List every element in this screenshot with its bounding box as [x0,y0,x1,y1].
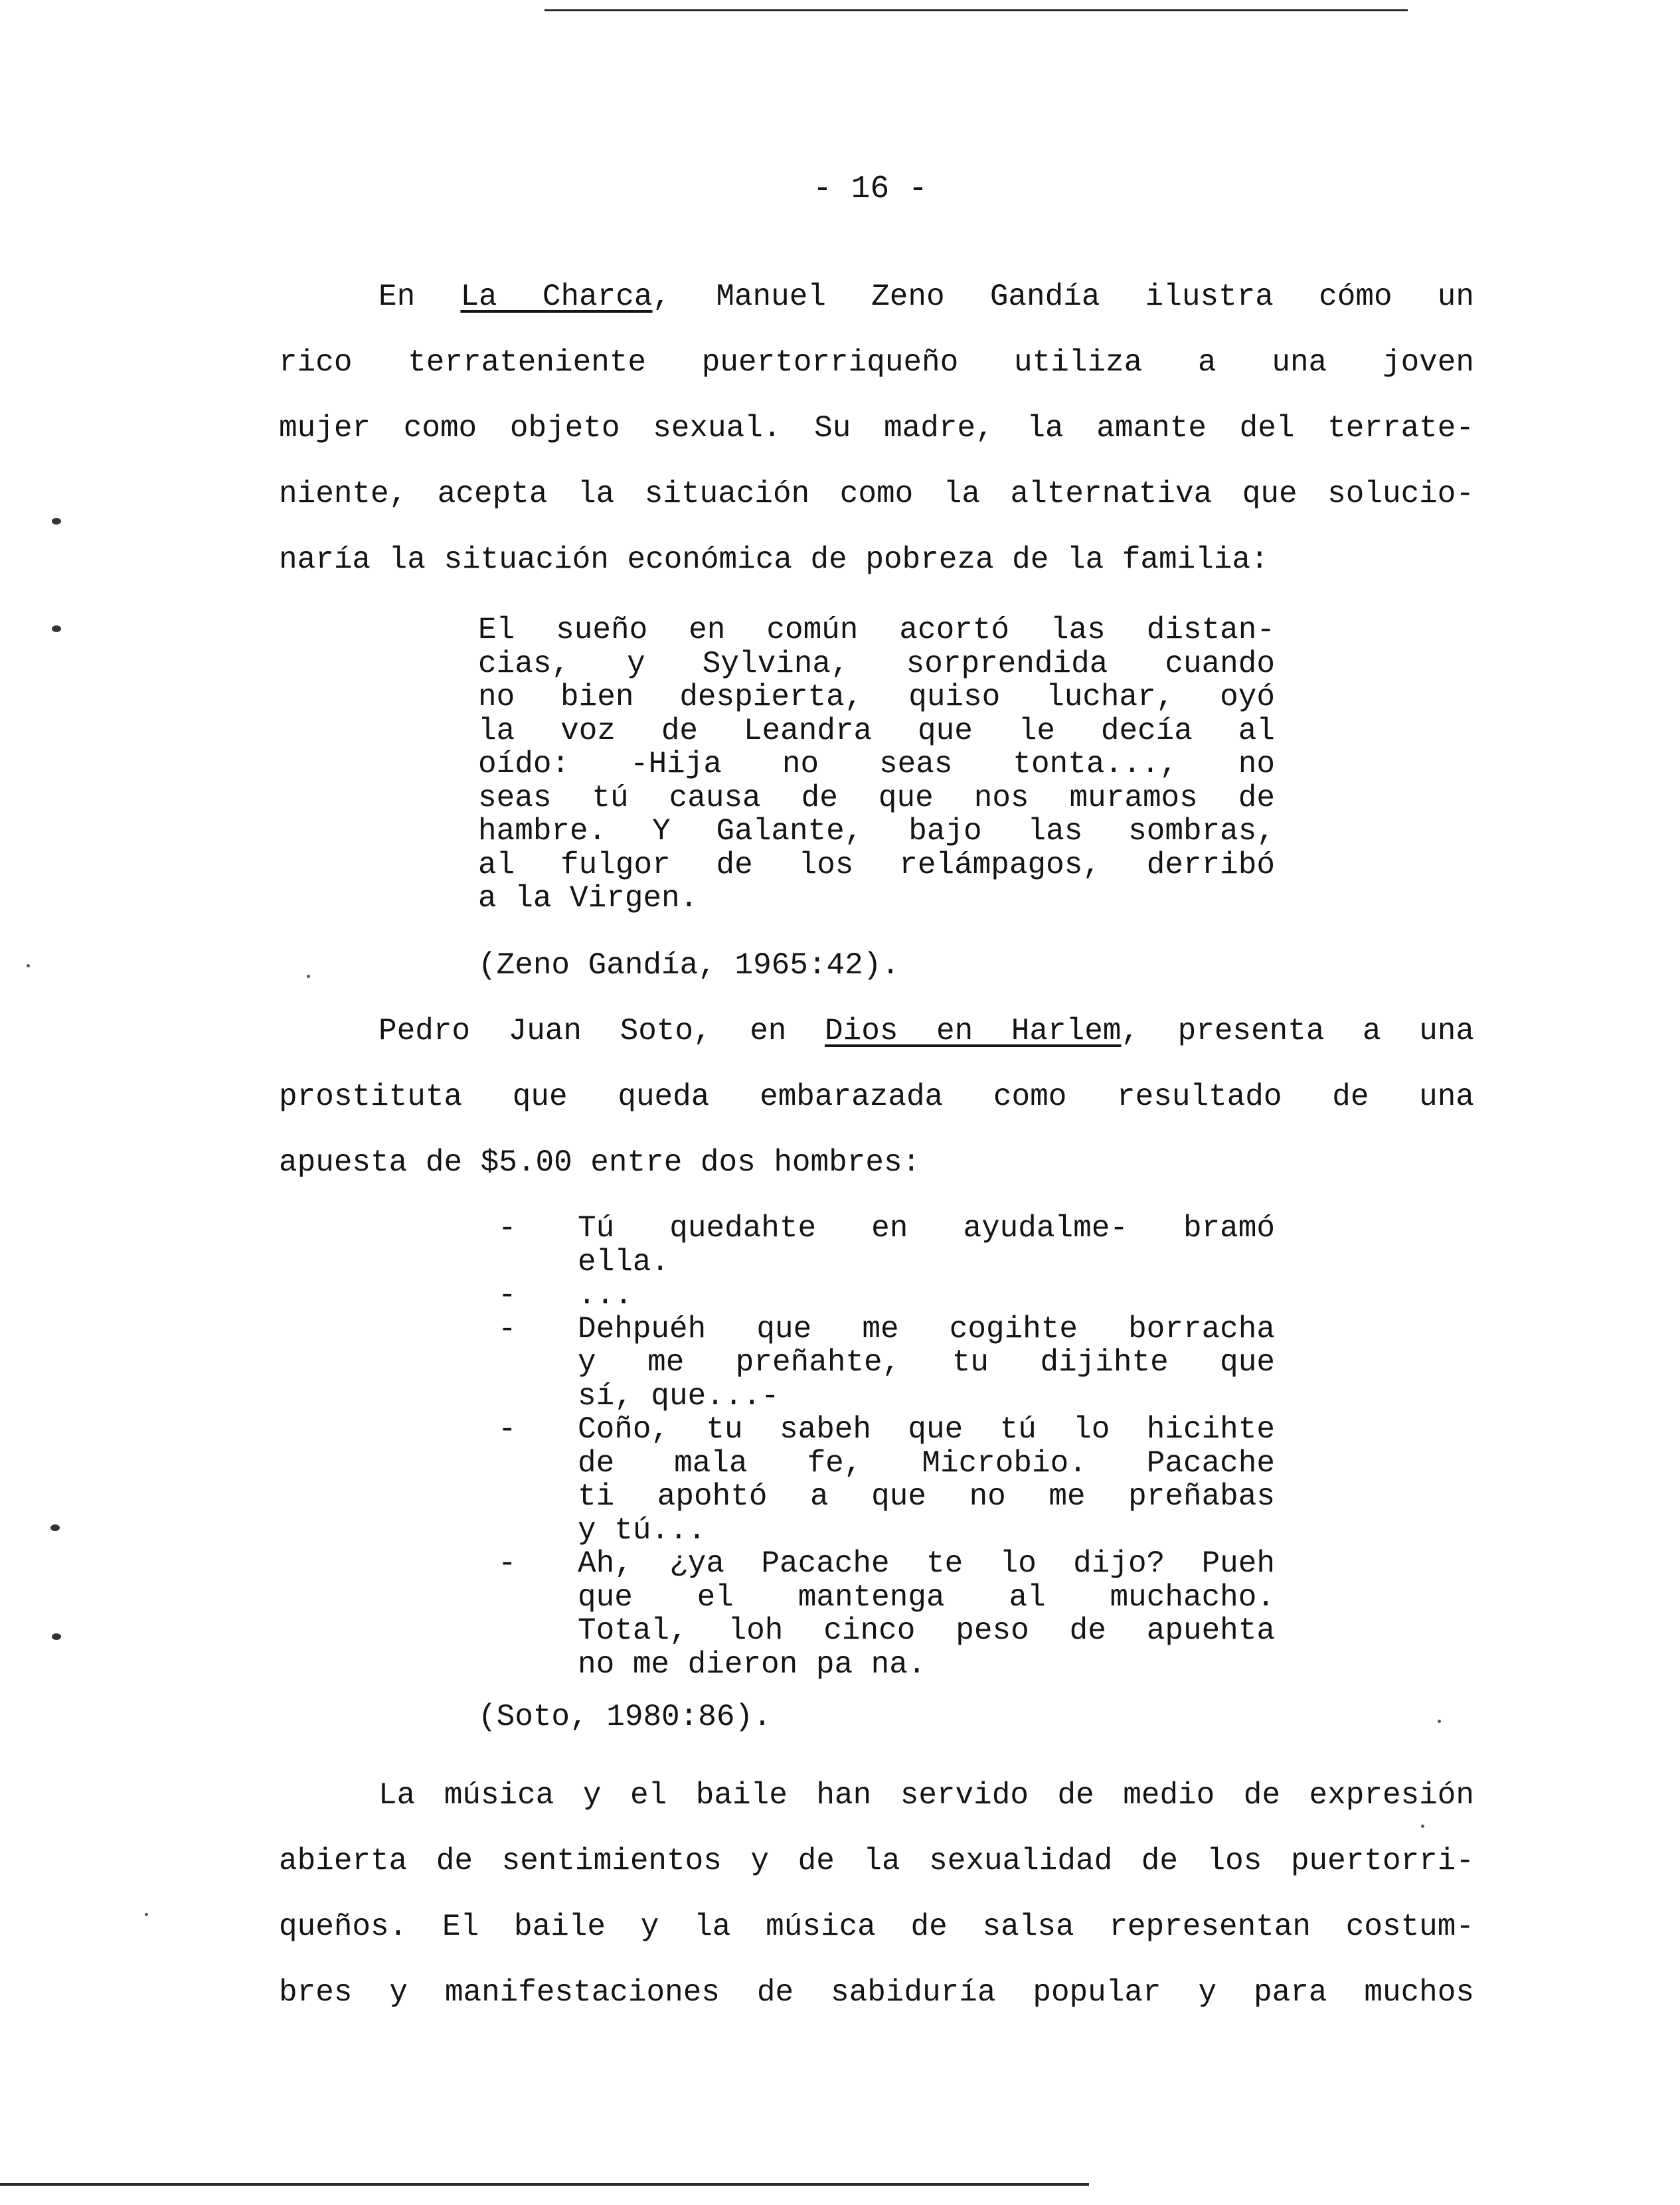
margin-speck [52,1633,61,1640]
margin-dot [145,1913,148,1916]
dialogue-line: de mala fe, Microbio. Pacache [578,1445,1275,1481]
margin-speck [52,625,61,632]
paragraph-line: Pedro Juan Soto, en Dios en Harlem, presenta a una [378,1014,1475,1048]
dialogue-line: y tú... [578,1512,707,1548]
quote-line: seas tú causa de que nos muramos de [478,780,1275,815]
paragraph-line: prostituta que queda embarazada como resultado de una [279,1080,1474,1114]
paragraph-line: bres y manifestaciones de sabiduría popular y para muchos [279,1975,1474,2010]
dialogue-item [478,1413,1275,1547]
bottom-scan-line [0,2183,1089,2186]
work-title: La Charca [460,280,653,314]
quote-line: al fulgor de los relámpagos, derribó [478,847,1275,882]
dialogue-item [478,1547,1275,1681]
paragraph-line: abierta de sentimientos y de la sexualidad de los puertorri- [279,1844,1474,1878]
quote-line: hambre. Y Galante, bajo las sombras, [478,814,1275,849]
dialogue-line: no me dieron pa na. [578,1647,926,1682]
quote-line: no bien despierta, quiso luchar, oyó [478,680,1275,714]
dialogue-line: Total, loh cinco peso de apuehta [578,1613,1275,1648]
margin-dot [307,975,310,978]
paragraph-line: rico terrateniente puertorriqueño utiliza a una joven [279,345,1474,380]
margin-speck [52,518,61,525]
quote-line: oído: -Hija no seas tonta..., no [478,747,1275,781]
paragraph-line: La música y el baile han servido de medio de expresión [378,1778,1474,1813]
dialogue-dash: - [498,1412,517,1447]
quote-line: a la Virgen. [478,881,699,916]
dialogue-line: ... [578,1278,633,1313]
dialogue-block [478,1212,1275,1681]
dialogue-item [478,1279,1275,1313]
work-title: Dios en Harlem [825,1014,1122,1048]
dialogue-dash: - [498,1211,517,1246]
citation-2: (Soto, 1980:86). [478,1700,772,1734]
dialogue-line: Tú quedahte en ayudalme- bramó [578,1211,1275,1246]
dialogue-item [478,1313,1275,1414]
dialogue-dash: - [498,1311,517,1347]
quote-line: El sueño en común acortó las distan- [478,613,1275,647]
paragraph-1 [279,264,1474,593]
dialogue-line: sí, que...- [578,1378,780,1414]
quote-line: cias, y Sylvina, sorprendida cuando [478,646,1275,681]
dialogue-line: Ah, ¿ya Pacache te lo dijo? Pueh [578,1546,1275,1581]
paragraph-3 [279,1763,1474,2026]
top-scan-line [545,9,1408,11]
paragraph-line: apuesta de $5.00 entre dos hombres: [279,1145,921,1180]
citation-1: (Zeno Gandía, 1965:42). [478,948,900,983]
margin-dot [27,964,30,967]
paragraph-line: mujer como objeto sexual. Su madre, la amante del terrate- [279,411,1474,446]
dialogue-line: ti apohtó a que no me preñabas [578,1479,1275,1514]
dialogue-line: Coño, tu sabeh que tú lo hicihte [578,1412,1275,1447]
quote-line: la voz de Leandra que le decía al [478,713,1275,748]
dialogue-line: ella. [578,1244,670,1279]
page-number: - 16 - [813,171,928,207]
dialogue-line: que el mantenga al muchacho. [578,1580,1275,1615]
block-quote-1 [478,613,1275,916]
dialogue-dash: - [498,1278,517,1313]
dialogue-dash: - [498,1546,517,1581]
paragraph-line: naría la situación económica de pobreza de la familia: [279,542,1269,577]
margin-speck [50,1524,60,1531]
paragraph-line: queños. El baile y la música de salsa representan costum- [279,1910,1474,1944]
dialogue-line: Dehpuéh que me cogihte borracha [578,1311,1275,1347]
paragraph-line: En La Charca, Manuel Zeno Gandía ilustra cómo un [378,280,1474,314]
margin-dot [1438,1720,1441,1723]
paragraph-line: niente, acepta la situación como la alternativa que solucio- [279,477,1474,511]
dialogue-item [478,1212,1275,1279]
dialogue-line: y me preñahte, tu dijihte que [578,1345,1275,1380]
paragraph-2 [279,999,1474,1196]
